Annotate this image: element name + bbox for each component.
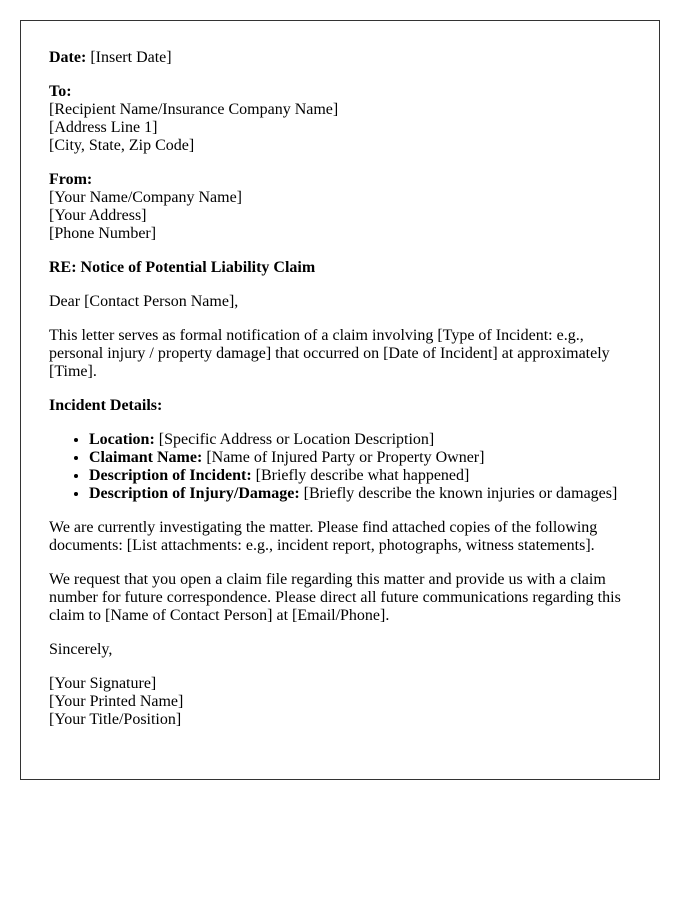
subject-line xyxy=(49,259,631,277)
sender-block xyxy=(49,171,631,243)
details-heading-text: Incident Details: xyxy=(49,397,163,414)
details-heading xyxy=(49,397,631,415)
signature-block xyxy=(49,675,631,729)
detail-claimant xyxy=(89,449,631,467)
recipient-block xyxy=(49,83,631,155)
salutation: Dear [Contact Person Name], xyxy=(49,293,239,310)
sender-name: [Your Name/Company Name] xyxy=(49,189,243,206)
detail-label: Description of Injury/Damage: xyxy=(89,485,300,502)
detail-value: [Specific Address or Location Description] xyxy=(158,431,435,448)
request-paragraph: We request that you open a claim file regarding this matter and provide us with a claim number for future correspondence. Please direct all future communications regarding this claim to [Name of Contact Person] at [Email/Phone]. xyxy=(49,571,621,624)
detail-value: [Briefly describe what happened] xyxy=(255,467,470,484)
from-label: From: xyxy=(49,171,93,188)
signature: [Your Signature] xyxy=(49,675,157,692)
investigation-paragraph: We are currently investigating the matter. Please find attached copies of the following documents: [List attachments: e.g., incident report, photographs, witness statements]. xyxy=(49,519,598,554)
date-line xyxy=(49,49,631,67)
closing: Sincerely, xyxy=(49,641,113,658)
printed-name: [Your Printed Name] xyxy=(49,693,184,710)
recipient-city: [City, State, Zip Code] xyxy=(49,137,195,154)
detail-damage-description xyxy=(89,485,631,503)
detail-value: [Name of Injured Party or Property Owner] xyxy=(206,449,485,466)
to-label: To: xyxy=(49,83,72,100)
date-value: [Insert Date] xyxy=(90,49,172,66)
subject: RE: Notice of Potential Liability Claim xyxy=(49,259,316,276)
recipient-name: [Recipient Name/Insurance Company Name] xyxy=(49,101,339,118)
title-position: [Your Title/Position] xyxy=(49,711,182,728)
detail-label: Description of Incident: xyxy=(89,467,252,484)
sender-phone: [Phone Number] xyxy=(49,225,157,242)
intro-paragraph: This letter serves as formal notification of a claim involving [Type of Incident: e.g., personal injury / property damage] that occurred on [Date of Incident] at approximately [Time]. xyxy=(49,327,610,380)
detail-location xyxy=(89,431,631,449)
date-label: Date: xyxy=(49,49,87,66)
detail-label: Claimant Name: xyxy=(89,449,203,466)
letter xyxy=(20,20,660,780)
detail-value: [Briefly describe the known injuries or damages] xyxy=(303,485,618,502)
incident-details-list xyxy=(49,431,631,503)
detail-label: Location: xyxy=(89,431,155,448)
detail-incident-description xyxy=(89,467,631,485)
recipient-address: [Address Line 1] xyxy=(49,119,158,136)
sender-address: [Your Address] xyxy=(49,207,147,224)
